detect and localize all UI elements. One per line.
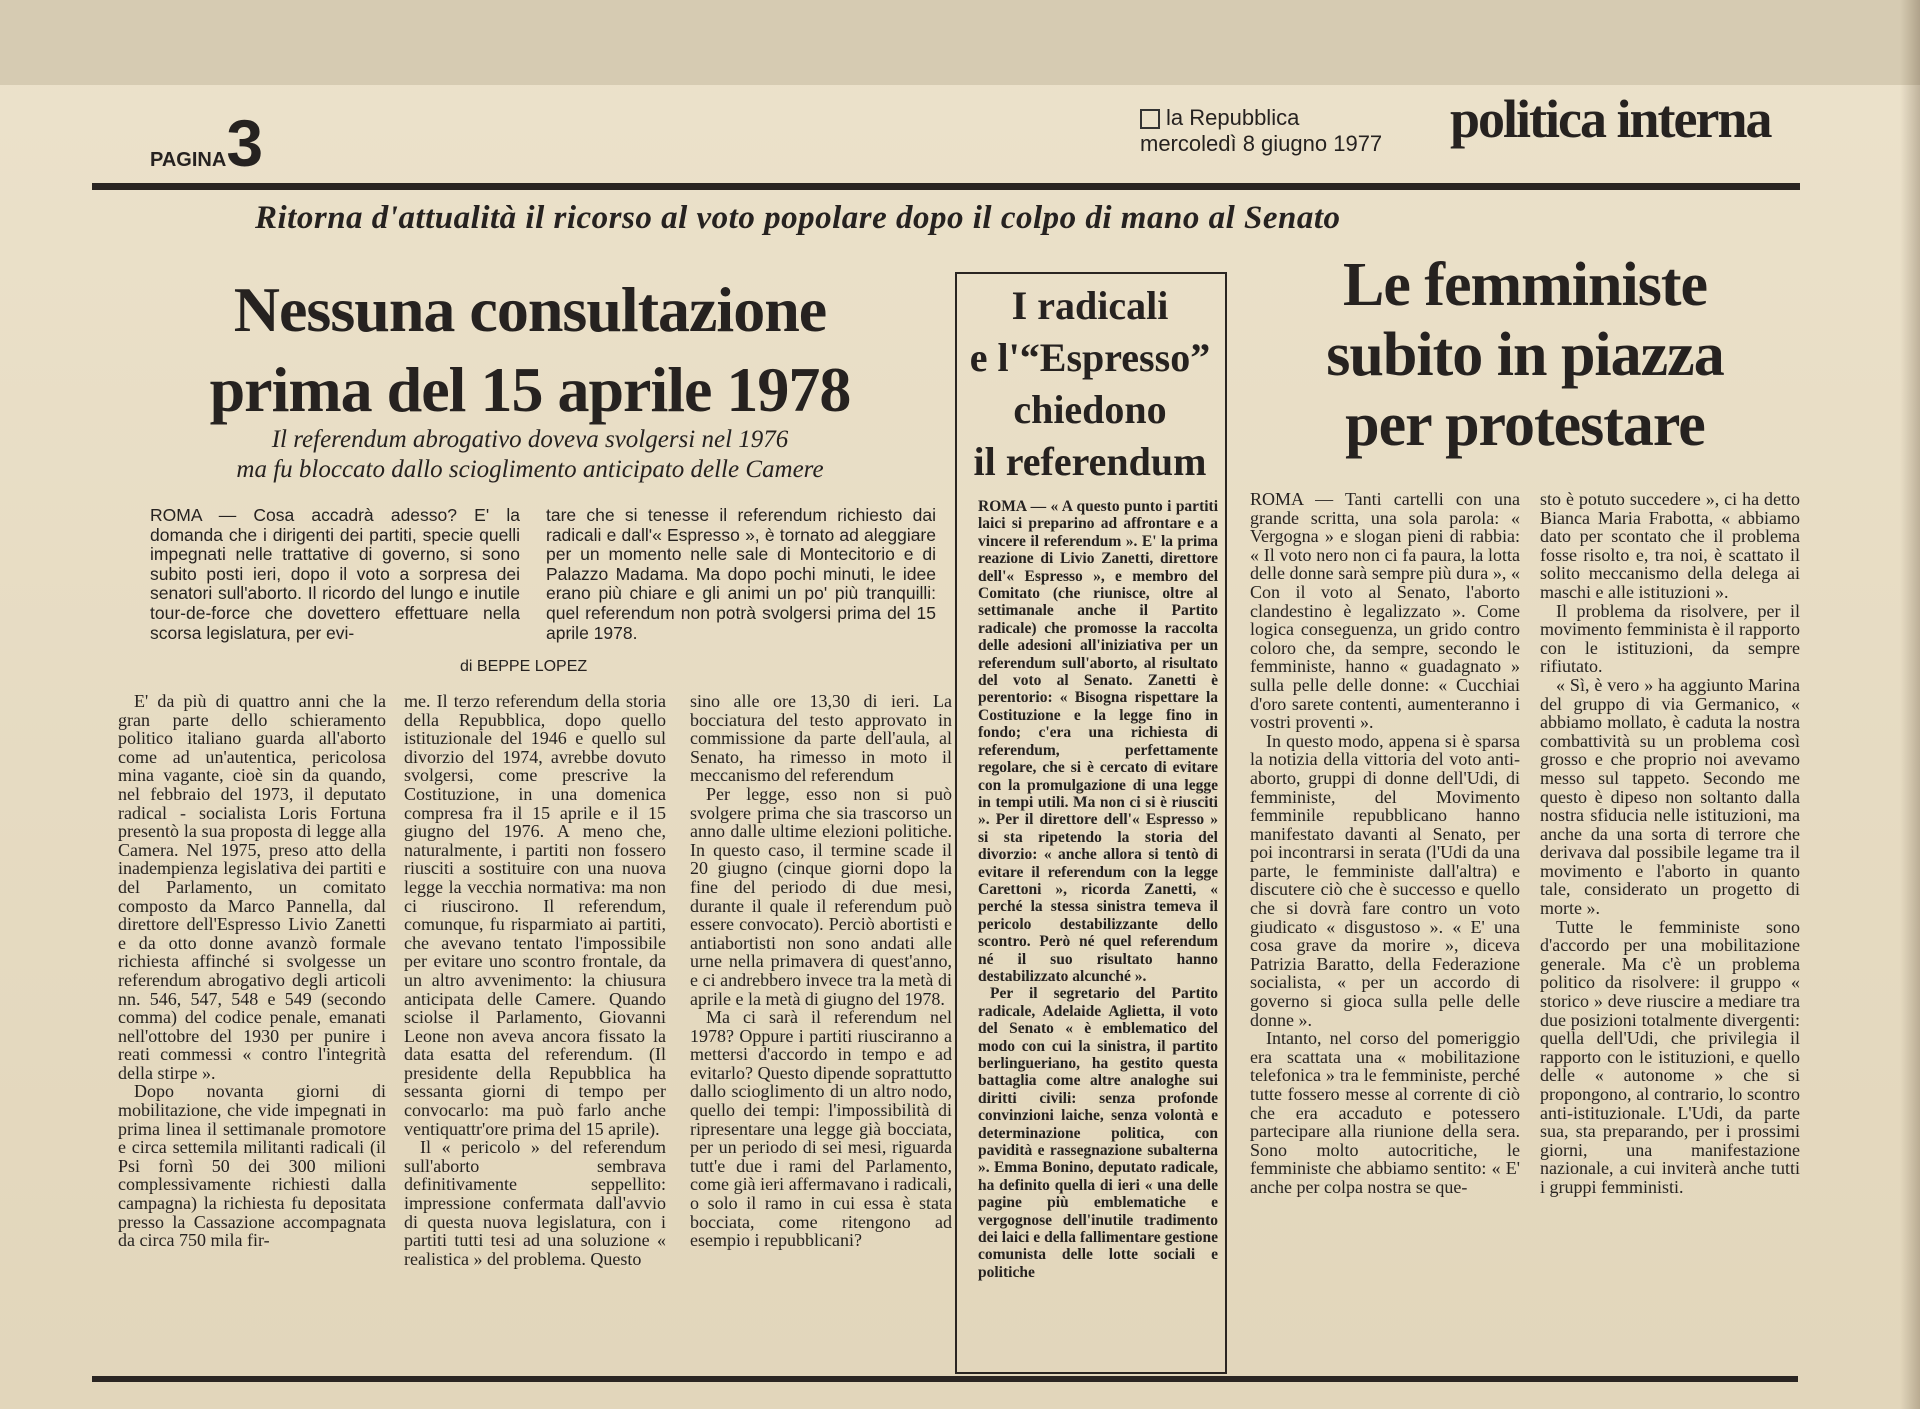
main-column-1 [118, 692, 386, 1250]
page-number-value: 3 [226, 106, 264, 180]
footer-rule [92, 1376, 1798, 1382]
background-top [0, 0, 1920, 85]
main-headline [160, 270, 900, 430]
main-subtitle-line1: Il referendum abrogativo doveva svolgersi nel 1976 [271, 426, 789, 453]
issue-date: mercoledì 8 giugno 1977 [1140, 131, 1383, 156]
right-headline-line2: subito in piazza [1326, 321, 1724, 389]
paragraph: ROMA — Tanti cartelli con una grande scritta, una sola parola: « Vergogna » e slogan pieni di rabbia: « Il voto nero non ci fa paura, la lotta delle donne sarà sempre più dura », « Con il voto al Senato, l'aborto clandestino è legalizzato ». Come logica conseguenza, un grido contro coloro che, da sempre, secondo le femministe, hanno « guadagnato » sulla pelle delle donne: « Cucchiai d'oro sarete contenti, aumenteranno i vostri proventi ». [1250, 489, 1520, 733]
paragraph: Tutte le femministe sono d'accordo per una mobilitazione generale. Ma c'è un problema politico da risolvere: il gruppo « storico » deve riuscire a mediare tra due posizioni totalmente divergenti: quella dell'Udi, che privilegia il rapporto con le istituzioni, e quello delle « autonome » che si propongono, al contrario, lo scontro anti-istituzionale. L'Udi, da parte sua, sta preparando, per i prossimi giorni, una manifestazione nazionale, a cui inviterà anche tutti i gruppi femministi. [1540, 916, 1800, 1197]
main-column-3 [690, 692, 952, 1250]
paragraph: ROMA — « A questo punto i partiti laici si preparino ad affrontare e a vincere il referendum ». E' la prima reazione di Livio Zanetti, direttore dell'« Espresso », e membro del Comitato (che riunisce, oltre al settimanale anche il Partito radicale) che promosse la raccolta delle adesioni all'iniziativa per un referendum sull'aborto, al risultato del voto al Senato. Zanetti è perentorio: « Bisogna rispettare la Costituzione e la legge fino in fondo; c'era una richiesta di referendum, perfettamente regolare, che si è cercato di evitare con la promulgazione di una legge in tempi utili. Ma non ci si è riusciti ». Per il direttore dell'« Espresso » si sta ripetendo la storia del divorzio: « anche allora si tentò di evitare il referendum con la legge Carettoni », ricorda Zanetti, « perché la stessa sinistra temeva il pericolo destabilizzante dello scontro. Però né quel referendum né il suo risultato hanno destabilizzato alcunché ». [978, 498, 1218, 985]
page-label: PAGINA [150, 149, 227, 171]
right-headline-line1: Le femministe [1342, 251, 1708, 319]
paragraph: Per legge, esso non si può svolgere prima che sia trascorso un anno dalle ultime elezioni politiche. In questo caso, il termine scade il 20 giugno (cinque giorni dopo la fine del periodo di due mesi, durante il quale il referendum può essere convocato). Perciò abortisti e antiabortisti non sono andati alle urne nella primavera di quest'anno, e ci andrebbero invece tra la metà di aprile e la metà di giugno del 1978. [690, 783, 952, 1009]
main-subtitle-line2: ma fu bloccato dallo scioglimento anticipato delle Camere [236, 456, 824, 483]
lede-left: ROMA — Cosa accadrà adesso? E' la domanda che i dirigenti dei partiti, specie quelli impegnati nelle trattative di governo, si sono subito posti ieri, dopo il voto a sorpresa dei senatori sull'aborto. Il ricordo del lungo e inutile tour-de-force che dovettero effettuare nella scorsa legislatura, per evi- [150, 505, 520, 643]
main-headline-line2: prima del 15 aprile 1978 [209, 354, 851, 425]
masthead [1140, 105, 1382, 157]
main-headline-line1: Nessuna consultazione [233, 274, 827, 345]
right-column-1 [1250, 490, 1520, 1197]
main-subtitle [200, 425, 860, 485]
main-column-2 [404, 692, 666, 1268]
byline: di BEPPE LOPEZ [460, 658, 588, 675]
paragraph: Per il segretario del Partito radicale, Adelaide Aglietta, il voto del Senato « è emblematico del modo con cui la sinistra, il partito berlingueriano, ha gestito questa battaglia come altre analoghe sui diritti civili: senza profonde convinzioni laiche, senza volontà e determinazione politica, con pavidità e rassegnazione subalterna ». Emma Bonino, deputato radicale, ha definito quella di ieri « una delle pagine più emblematiche e vergognose dell'inutile tradimento dei laici e della fallimentare gestione comunista delle lotte sociali e politiche [978, 985, 1218, 1281]
box-headline-line4: il referendum [973, 439, 1207, 484]
checkbox-square-icon [1140, 109, 1160, 129]
publication-name: la Repubblica [1166, 105, 1300, 130]
box-headline [955, 280, 1225, 488]
box-headline-line1: I radicali [1011, 283, 1169, 328]
paragraph: In questo modo, appena si è sparsa la notizia della vittoria del voto anti-aborto, gruppi di donne dell'Udi, di femministe, del Movimento femminile repubblicano hanno manifestato davanti al Senato, per poi incontrarsi in serata (l'Udi da una parte, le femministe dall'altra) e discutere ciò che è successo e quello che si dovrà fare contro un voto giudicato « disgustoso ». « E' una cosa grave da morire », diceva Patrizia Baratto, della Federazione socialista, « per un accordo di governo si gioca sulla pelle delle donne ». [1250, 730, 1520, 1030]
main-overline: Ritorna d'attualità il ricorso al voto popolare dopo il colpo di mano al Senato [255, 200, 1341, 236]
page-number [150, 106, 264, 180]
paragraph: « Sì, è vero » ha aggiunto Marina del gruppo di via Germanico, « abbiamo mollato, è caduta la nostra combattività su un problema così grosso e che proprio noi avevamo messo sul tappeto. Secondo me questo è dipeso non soltanto dalla nostra sfiducia nelle istituzioni, ma anche da una sorta di terrore che derivava dal possibile legame tra il movimento e l'aborto in quanto tale, considerato un progetto di morte ». [1540, 674, 1800, 919]
right-headline [1240, 250, 1810, 460]
page-edge-shadow [1900, 0, 1920, 1409]
paragraph: Intanto, nel corso del pomeriggio era scattata una « mobilitazione telefonica » tra le femministe, perché tutte fossero messe al corrente di ciò che era accaduto e potessero partecipare alla riunione della sera. Sono molto autocritiche, le femministe che abbiamo sentito: « E' anche per colpa nostra se que- [1250, 1028, 1520, 1197]
box-headline-line3: chiedono [1013, 387, 1167, 432]
paragraph: Ma ci sarà il referendum nel 1978? Oppure i partiti riusciranno a mettersi d'accordo in tempo e ad evitarlo? Questo dipende soprattutto dallo scioglimento di un altro nodo, quello dei tempi: l'impossibilità di ripresentare una legge già bocciata, per un periodo di sei mesi, riguarda tutt'e due i rami del Parlamento, come già ieri affermavano i radicali, o solo il ramo in cui essa è stata bocciata, come ritengono ad esempio i repubblicani? [690, 1007, 952, 1251]
paragraph: Il « pericolo » del referendum sull'aborto sembrava definitivamente seppellito: impressione confermata dall'avvio di questa nuova legislatura, con i partiti tutti tesi ad una soluzione « realistica » del problema. Questo [404, 1137, 666, 1269]
paragraph: sino alle ore 13,30 di ieri. La bocciatura del testo approvato in commissione da parte dell'aula, al Senato, ha rimesso in moto il meccanismo del referendum [690, 691, 952, 786]
paragraph: sto è potuto succedere », ci ha detto Bianca Maria Frabotta, « abbiamo dato per scontato che il problema fosse risolto e, tra noi, è scattato il solito meccanismo della delega ai maschi e alle istituzioni ». [1540, 489, 1800, 602]
lede-right: tare che si tenesse il referendum richiesto dai radicali e dall'« Espresso », è tornato ad aleggiare per un momento nelle sale di Montecitorio e di Palazzo Madama. Ma dopo pochi minuti, le idee erano più chiare e gli animi un po' più tranquilli: quel referendum non potrà svolgersi prima del 15 aprile 1978. [546, 505, 936, 643]
header-rule [92, 183, 1800, 190]
right-column-2 [1540, 490, 1800, 1197]
paragraph: Dopo novanta giorni di mobilitazione, che vide impegnati in prima linea il settimanale promotore e circa settemila militanti radicali (il Psi fornì 50 dei 300 milioni complessivamente richiesti dalla campagna) la richiesta fu depositata presso la Cassazione accompagnata da circa 750 mila fir- [118, 1081, 386, 1251]
paragraph: me. Il terzo referendum della storia della Repubblica, dopo quello istituzionale del 1946 e quello sul divorzio del 1974, avrebbe dovuto svolgersi, come prescrive la Costituzione, in una domenica compresa fra il 15 aprile e il 15 giugno del 1976. A meno che, naturalmente, i partiti non fossero riusciti a sostituire con una nuova legge la vecchia normativa: ma non ci riuscirono. Il referendum, comunque, fu risparmiato ai partiti, che avevano tentato l'impossibile per evitare uno scontro frontale, da un altro avvenimento: la chiusura anticipata delle Camere. Quando sciolse il Parlamento, Giovanni Leone non aveva ancora fissato la data esatta del referendum. (Il presidente della Repubblica ha sessanta giorni di tempo per convocarlo: ma può farlo anche ventiquattr'ore prima del 15 aprile). [404, 691, 666, 1139]
box-headline-line2: e l'“Espresso” [969, 335, 1211, 380]
right-headline-line3: per protestare [1345, 391, 1705, 459]
paragraph: E' da più di quattro anni che la gran parte dello schieramento politico italiano guarda all'aborto come ad un'autentica, pericolosa mina vagante, cioè sin da quando, nel febbraio del 1973, il deputato radical - socialista Loris Fortuna presentò la sua proposta di legge alla Camera. Nel 1975, preso atto della inadempienza legislativa dei partiti e del Parlamento, un comitato composto da Marco Pannella, dal direttore dell'Espresso Livio Zanetti e da otto donne avanzò formale richiesta affinché si svolgesse un referendum abrogativo degli articoli nn. 546, 547, 548 e 549 (secondo comma) del codice penale, emanati nell'ottobre del 1930 per punire i reati commessi « contro l'integrità della stirpe ». [118, 691, 386, 1083]
paragraph: Il problema da risolvere, per il movimento femminista è il rapporto con le istituzioni, da sempre rifiutato. [1540, 600, 1800, 677]
box-body [978, 498, 1218, 1281]
section-title: politica interna [1450, 89, 1771, 149]
